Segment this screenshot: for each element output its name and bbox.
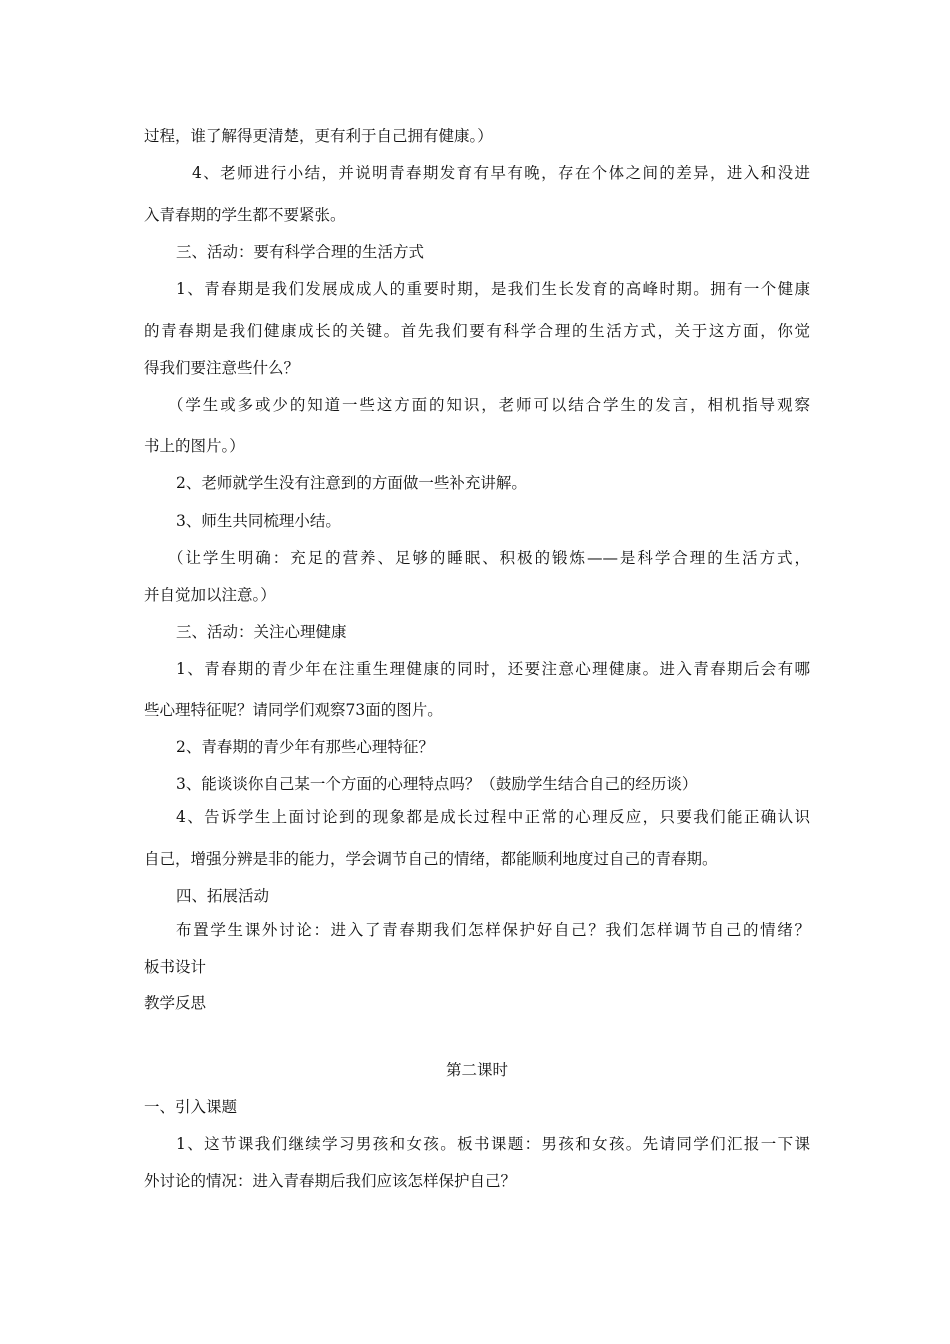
section-heading: 三、活动：关注心理健康 <box>176 623 347 641</box>
paragraph-line: （学生或多或少的知道一些这方面的知识，老师可以结合学生的发言，相机指导观察 <box>168 396 810 414</box>
section-heading: 一、引入课题 <box>144 1098 238 1116</box>
paragraph-line: 4、告诉学生上面讨论到的现象都是成长过程中正常的心理反应，只要我们能正确认识 <box>176 808 810 826</box>
paragraph-line: （让学生明确：充足的营养、足够的睡眠、积极的锻炼——是科学合理的生活方式， <box>168 549 810 567</box>
paragraph-line: 1、这节课我们继续学习男孩和女孩。板书课题：男孩和女孩。先请同学们汇报一下课 <box>176 1135 810 1153</box>
paragraph-line: 些心理特征呢？请同学们观察73面的图片。 <box>144 701 443 719</box>
paragraph-line: 自己，增强分辨是非的能力，学会调节自己的情绪，都能顺利地度过自己的青春期。 <box>144 850 718 868</box>
paragraph-line: 外讨论的情况：进入青春期后我们应该怎样保护自己？ <box>144 1172 517 1190</box>
paragraph-line: 得我们要注意些什么？ <box>144 359 300 377</box>
paragraph-line: 布置学生课外讨论：进入了青春期我们怎样保护好自己？我们怎样调节自己的情绪？ <box>176 921 810 939</box>
paragraph-line: 并自觉加以注意。） <box>144 586 276 604</box>
paragraph-line: 2、老师就学生没有注意到的方面做一些补充讲解。 <box>176 474 527 492</box>
paragraph-line: 3、师生共同梳理小结。 <box>176 512 341 530</box>
lesson-title: 第二课时 <box>445 1061 508 1079</box>
section-heading: 三、活动：要有科学合理的生活方式 <box>176 243 425 261</box>
paragraph-line: 2、青春期的青少年有那些心理特征？ <box>176 738 434 756</box>
section-heading: 四、拓展活动 <box>176 887 270 905</box>
paragraph-line: 入青春期的学生都不要紧张。 <box>144 206 346 224</box>
paragraph-line: 4、老师进行小结，并说明青春期发育有早有晚，存在个体之间的差异，进入和没进 <box>192 164 810 182</box>
section-label: 板书设计 <box>144 958 207 976</box>
paragraph-line: 1、青春期的青少年在注重生理健康的同时，还要注意心理健康。进入青春期后会有哪 <box>176 660 810 678</box>
section-label: 教学反思 <box>144 994 207 1012</box>
paragraph-line: 3、能谈谈你自己某一个方面的心理特点吗？（鼓励学生结合自己的经历谈） <box>176 775 698 793</box>
paragraph-line: 过程，谁了解得更清楚，更有利于自己拥有健康。） <box>144 127 493 145</box>
paragraph-line: 的青春期是我们健康成长的关键。首先我们要有科学合理的生活方式，关于这方面，你觉 <box>144 322 810 340</box>
paragraph-line: 1、青春期是我们发展成成人的重要时期，是我们生长发育的高峰时期。拥有一个健康 <box>176 280 810 298</box>
paragraph-line: 书上的图片。） <box>144 437 245 455</box>
